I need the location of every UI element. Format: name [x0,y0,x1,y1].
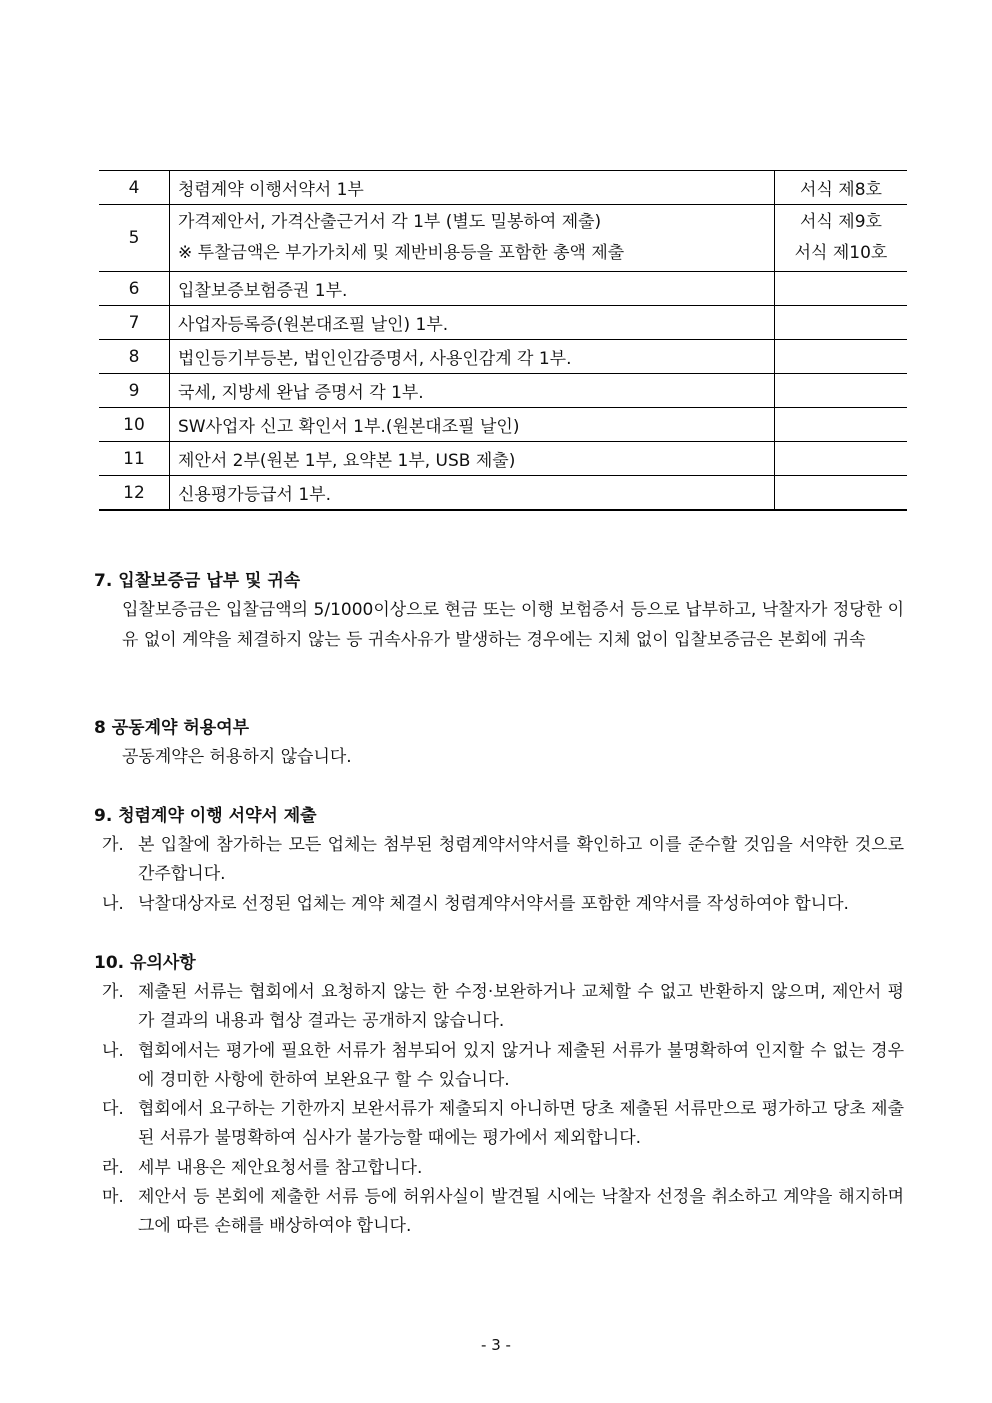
row-number: 9 [99,374,170,408]
table-row [99,408,907,442]
table-row [99,476,907,511]
list-item [94,978,904,1037]
list-marker: 라. [102,1157,124,1178]
list-marker: 가. [102,982,124,1002]
section-title: 10. 유의사항 [94,953,196,973]
list-marker: 나. [102,1040,124,1061]
row-number: 6 [99,272,170,306]
form-note [775,476,908,511]
document-item-note-line: ※ 투찰금액은 부가가치세 및 제반비용등을 포함한 총액 제출 [178,243,625,263]
document-item: 국세, 지방세 완납 증명서 각 1부. [170,374,775,408]
list-text: 세부 내용은 제안요청서를 참고합니다. [138,1157,423,1178]
list-item [94,831,904,890]
row-number: 11 [99,442,170,476]
row-number: 10 [99,408,170,442]
page-number: - 3 - [481,1336,511,1354]
form-note [775,408,908,442]
section-notes [94,948,904,1242]
document-item: 법인등기부등본, 법인인감증명서, 사용인감계 각 1부. [170,340,775,374]
form-note [775,374,908,408]
table-row [99,306,907,340]
table-row [99,205,907,272]
section-title: 8 공동계약 허용여부 [94,718,250,738]
list-item [94,1037,904,1096]
document-item: 제안서 2부(원본 1부, 요약본 1부, USB 제출) [170,442,775,476]
row-number: 8 [99,340,170,374]
section-title: 9. 청렴계약 이행 서약서 제출 [94,806,317,826]
list-marker: 나. [102,893,124,914]
list-marker: 다. [102,1099,124,1120]
document-item: SW사업자 신고 확인서 1부.(원본대조필 날인) [170,408,775,442]
form-note: 서식 제8호 [775,171,908,205]
document-item: 신용평가등급서 1부. [170,476,775,511]
form-note [775,205,908,272]
list-text: 협회에서 요구하는 기한까지 보완서류가 제출되지 아니하면 당초 제출된 서류만으로 평가하고 당초 제출된 서류가 불명확하여 심사가 불가능할 때에는 평가에서 제외합니다. [138,1099,904,1149]
list-marker: 마. [102,1187,124,1208]
table-row [99,374,907,408]
form-note-line: 서식 제9호 [800,212,882,232]
required-documents-table [99,170,907,511]
form-note-line: 서식 제10호 [794,243,888,263]
list-item [94,1183,904,1242]
form-note [775,306,908,340]
list-item [94,890,904,919]
document-item: 사업자등록증(원본대조필 날인) 1부. [170,306,775,340]
section-title: 7. 입찰보증금 납부 및 귀속 [94,571,301,591]
section-joint-contract [94,713,904,773]
document-item: 청렴계약 이행서약서 1부 [170,171,775,205]
list-text: 제출된 서류는 협회에서 요청하지 않는 한 수정·보완하거나 교체할 수 없고 반환하지 않으며, 제안서 평가 결과의 내용과 협상 결과는 공개하지 않습니다. [138,982,904,1032]
form-note [775,340,908,374]
list-marker: 가. [102,835,124,855]
list-text: 본 입찰에 참가하는 모든 업체는 첨부된 청렴계약서약서를 확인하고 이를 준수할 것임을 서약한 것으로 간주합니다. [138,835,904,885]
row-number: 7 [99,306,170,340]
row-number: 12 [99,476,170,511]
list-text: 협회에서는 평가에 필요한 서류가 첨부되어 있지 않거나 제출된 서류가 불명확하여 인지할 수 없는 경우에 경미한 사항에 한하여 보완요구 할 수 있습니다. [138,1040,904,1090]
form-note [775,272,908,306]
table-row [99,272,907,306]
form-note [775,442,908,476]
table-row [99,442,907,476]
section-bid-deposit [94,566,904,655]
section-body: 입찰보증금은 입찰금액의 5/1000이상으로 현금 또는 이행 보험증서 등으로 납부하고, 낙찰자가 정당한 이유 없이 계약을 체결하지 않는 등 귀속사유가 발생하는 경우에는 지체 없이 입찰보증금은 본회에 귀속 [122,600,904,650]
list-item [94,1154,904,1183]
document-item: 입찰보증보험증권 1부. [170,272,775,306]
row-number: 5 [99,205,170,272]
document-item-line: 가격제안서, 가격산출근거서 각 1부 (별도 밀봉하여 제출) [178,212,602,232]
table-row [99,171,907,205]
section-integrity-pledge [94,801,904,919]
list-text: 낙찰대상자로 선정된 업체는 계약 체결시 청렴계약서약서를 포함한 계약서를 작성하여야 합니다. [138,893,849,914]
row-number: 4 [99,171,170,205]
document-item [170,205,775,272]
table-row [99,340,907,374]
section-body: 공동계약은 허용하지 않습니다. [122,747,352,767]
list-text: 제안서 등 본회에 제출한 서류 등에 허위사실이 발견될 시에는 낙찰자 선정을 취소하고 계약을 해지하며 그에 따른 손해를 배상하여야 합니다. [138,1187,904,1237]
list-item [94,1095,904,1154]
